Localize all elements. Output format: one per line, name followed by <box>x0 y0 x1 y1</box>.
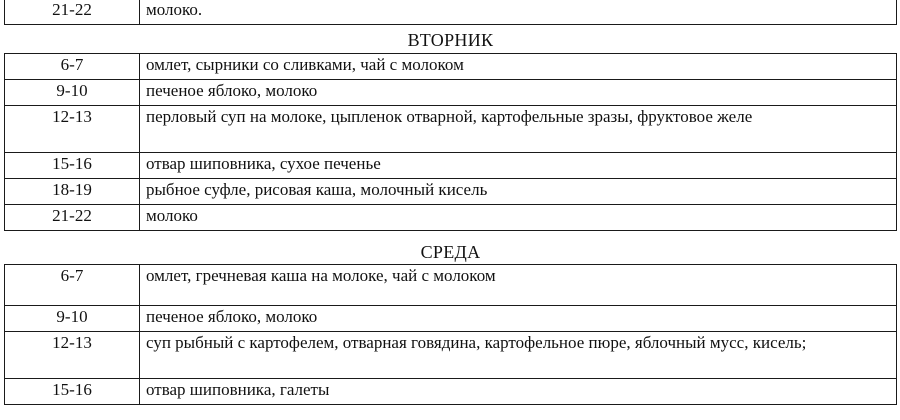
meal-time-cell: 9-10 <box>5 80 140 106</box>
meal-time-cell: 6-7 <box>5 54 140 80</box>
meal-description-cell: молоко. <box>140 0 897 25</box>
menu-table-wednesday <box>4 264 897 405</box>
table-row <box>5 80 897 106</box>
table-row <box>5 54 897 80</box>
meal-description-cell: рыбное суфле, рисовая каша, молочный кисель <box>140 179 897 205</box>
day-heading-tuesday: ВТОРНИК <box>407 30 494 50</box>
meal-description-cell: молоко <box>140 205 897 231</box>
table-row <box>5 306 897 332</box>
table-row <box>5 205 897 231</box>
table-row <box>5 332 897 379</box>
table-row <box>5 153 897 179</box>
meal-time-cell: 15-16 <box>5 153 140 179</box>
menu-table-previous-day <box>4 0 897 25</box>
meal-description-cell: суп рыбный с картофелем, отварная говядина, картофельное пюре, яблочный мусс, кисель; <box>140 332 897 379</box>
meal-description-cell: омлет, сырники со сливками, чай с молоком <box>140 54 897 80</box>
meal-description-cell: отвар шиповника, галеты <box>140 379 897 405</box>
menu-table-tuesday <box>4 53 897 231</box>
meal-time-cell: 15-16 <box>5 379 140 405</box>
meal-description-cell: печеное яблоко, молоко <box>140 80 897 106</box>
table-row <box>5 265 897 306</box>
meal-description-cell: отвар шиповника, сухое печенье <box>140 153 897 179</box>
meal-time-cell: 21-22 <box>5 0 140 25</box>
table-row <box>5 106 897 153</box>
table-row <box>5 179 897 205</box>
meal-time-cell: 9-10 <box>5 306 140 332</box>
meal-description-cell: перловый суп на молоке, цыпленок отварной, картофельные зразы, фруктовое желе <box>140 106 897 153</box>
meal-time-cell: 21-22 <box>5 205 140 231</box>
meal-time-cell: 12-13 <box>5 332 140 379</box>
meal-time-cell: 12-13 <box>5 106 140 153</box>
meal-time-cell: 18-19 <box>5 179 140 205</box>
table-row <box>5 379 897 405</box>
meal-description-cell: омлет, гречневая каша на молоке, чай с молоком <box>140 265 897 306</box>
day-heading-wednesday: СРЕДА <box>420 242 481 262</box>
meal-description-cell: печеное яблоко, молоко <box>140 306 897 332</box>
table-row <box>5 0 897 25</box>
meal-time-cell: 6-7 <box>5 265 140 306</box>
